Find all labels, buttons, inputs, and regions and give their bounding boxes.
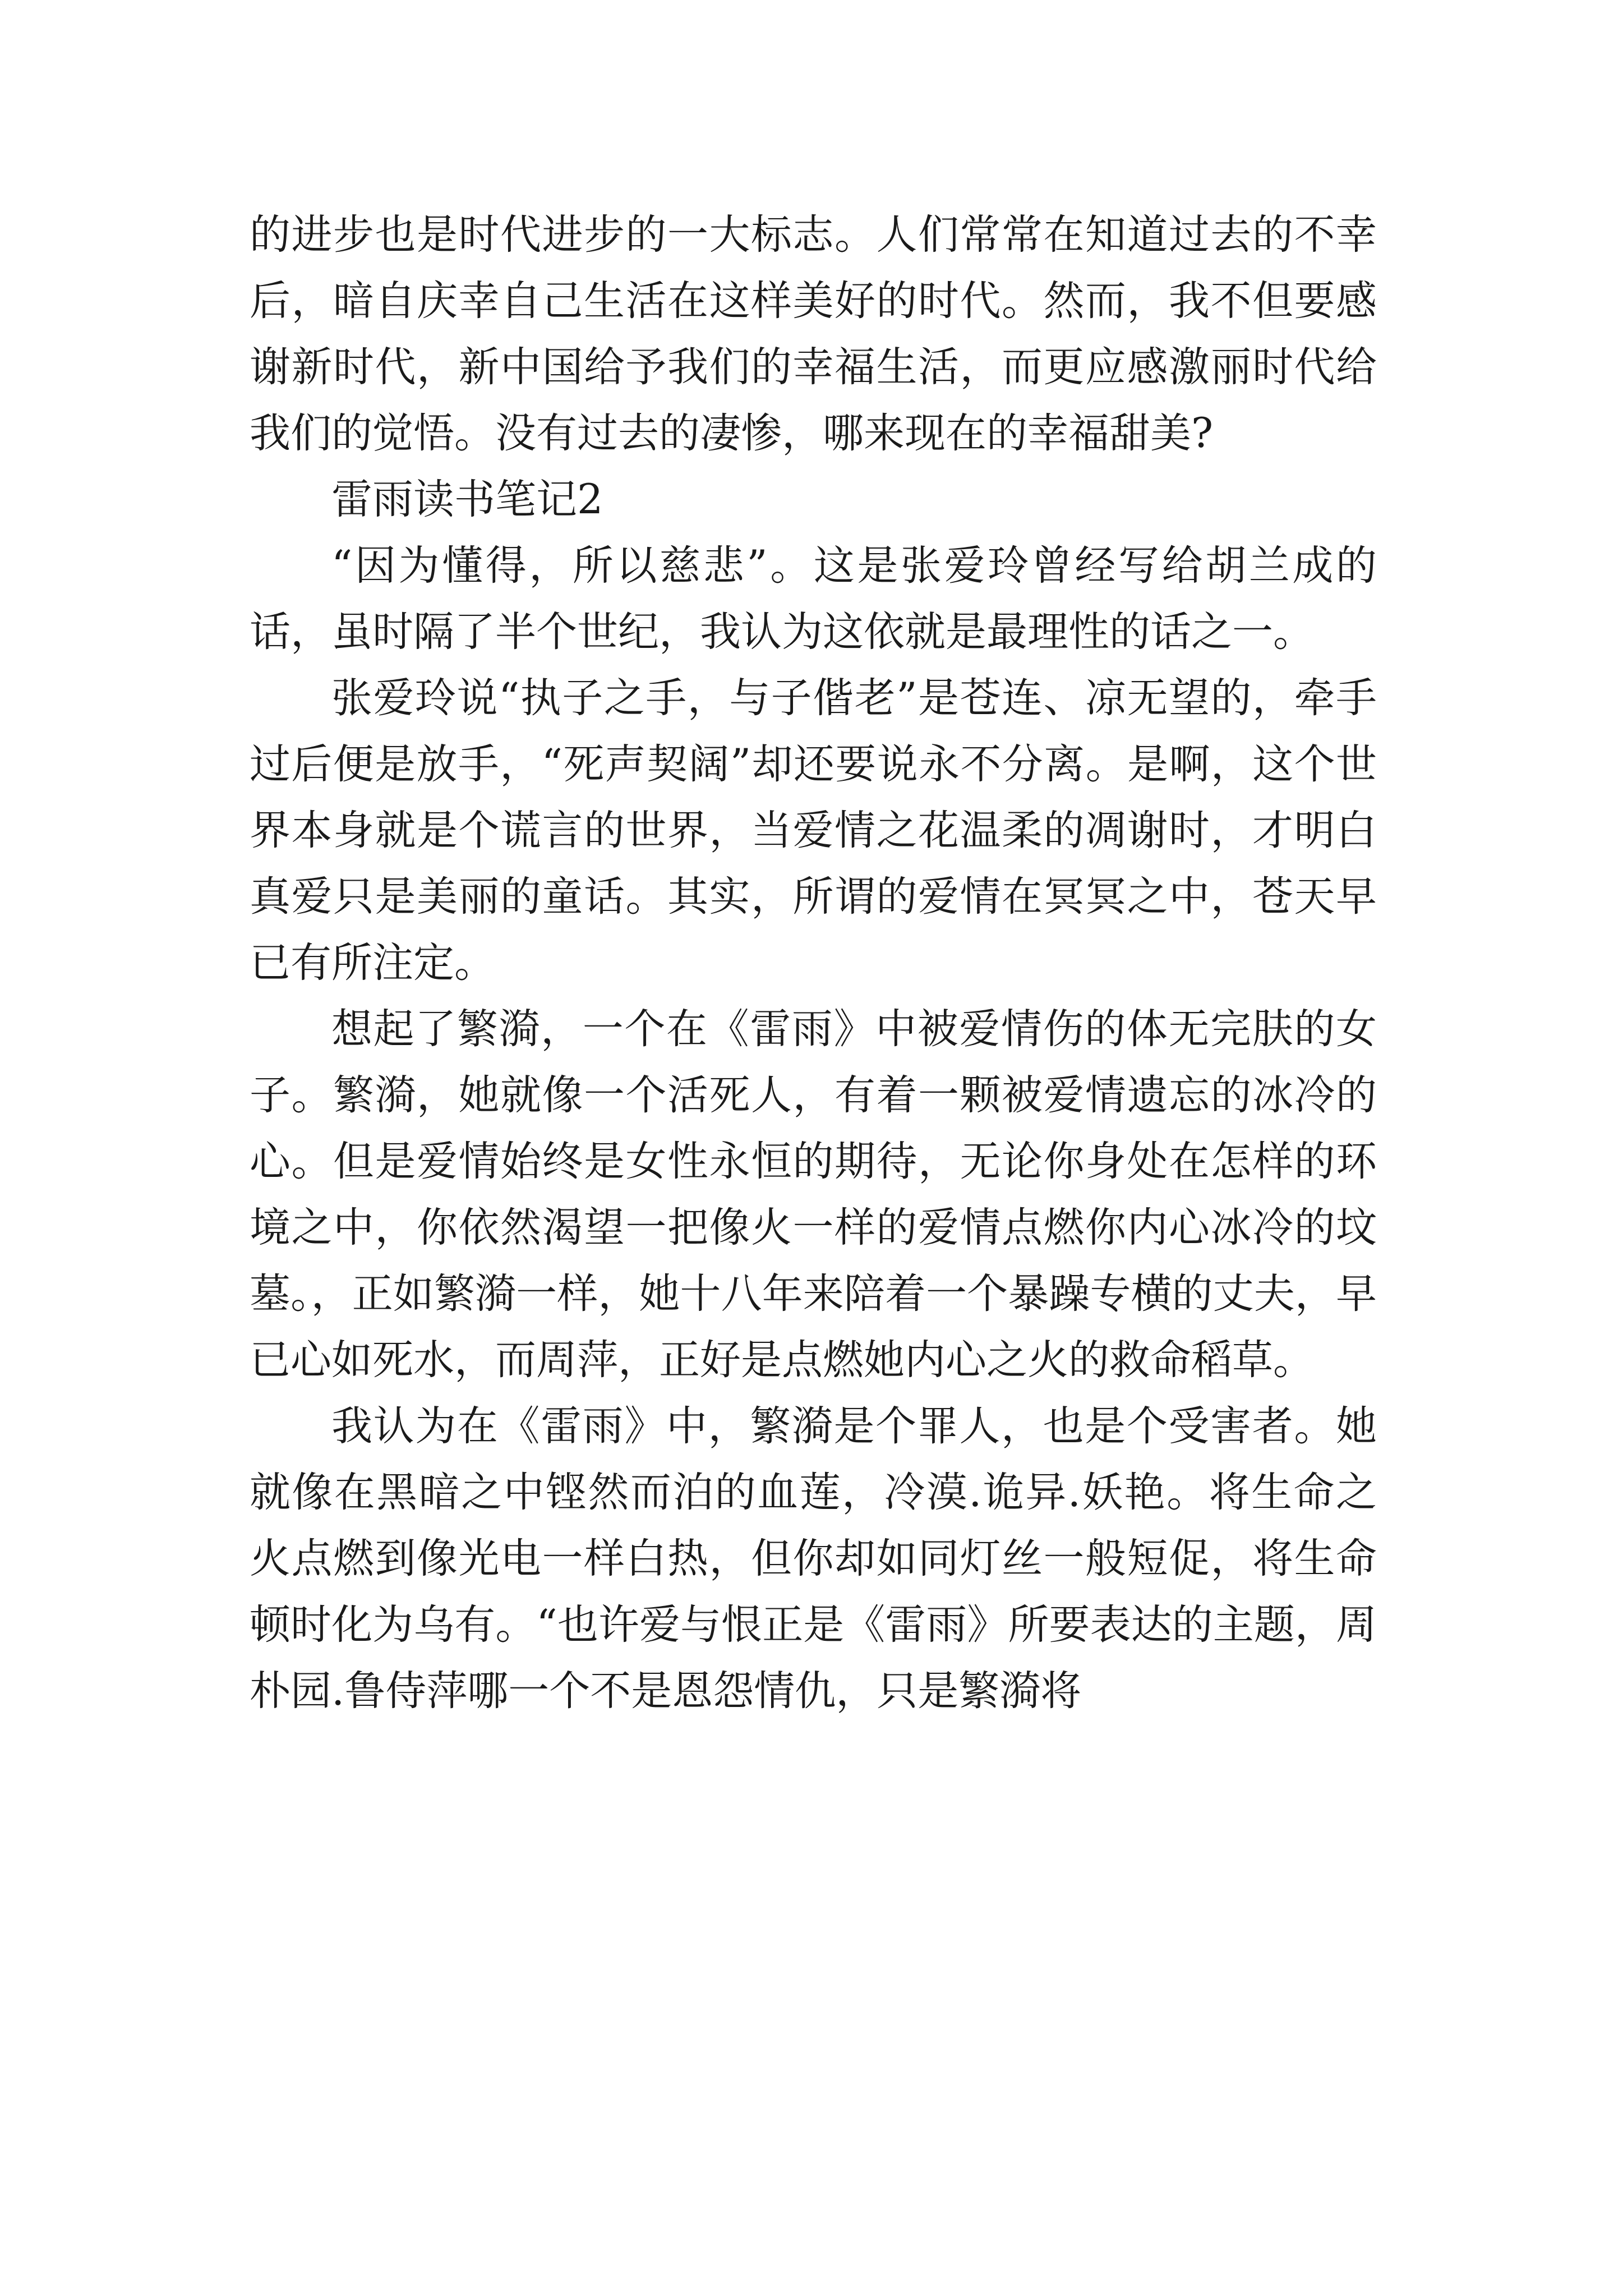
section-heading: 雷雨读书笔记2: [331, 476, 603, 523]
paragraph-fanyi: 想起了繁漪，一个在《雷雨》中被爱情伤的体无完肤的女子。繁漪，她就像一个活死人，有着一颗被爱情遗忘的冰冷的心。但是爱情始终是女性永恒的期待，无论你身处在怎样的环境之中，你依然渴望一把像火一样的爱情点燃你内心冰冷的坟墓。，正如繁漪一样，她十八年来陪着一个暴躁专横的丈夫，早已心如死水，而周萍，正好是点燃她内心之火的救命稻草。: [250, 1005, 1377, 1384]
document-body: [250, 202, 1377, 1724]
paragraph-thunderstorm: 我认为在《雷雨》中，繁漪是个罪人，也是个受害者。她就像在黑暗之中铿然而泊的血莲，冷漠.诡异.妖艳。将生命之火点燃到像光电一样白热，但你却如同灯丝一般短促，将生命顿时化为乌有。“也许爱与恨正是《雷雨》所要表达的主题，周朴园.鲁侍萍哪一个不是恩怨情仇，只是繁漪将: [250, 1402, 1377, 1715]
paragraph-zhang-ailing: 张爱玲说“执子之手，与子偕老”是苍连、凉无望的，牵手过后便是放手，“死声契阔”却还要说永不分离。是啊，这个世界本身就是个谎言的世界，当爱情之花温柔的凋谢时，才明白真爱只是美丽的童话。其实，所谓的爱情在冥冥之中，苍天早已有所注定。: [250, 674, 1377, 987]
paragraph-quote: “因为懂得，所以慈悲”。这是张爱玲曾经写给胡兰成的话，虽时隔了半个世纪，我认为这依就是最理性的话之一。: [250, 542, 1377, 656]
paragraph-continuation: 的进步也是时代进步的一大标志。人们常常在知道过去的不幸后，暗自庆幸自己生活在这样美好的时代。然而，我不但要感谢新时代，新中国给予我们的幸福生活，而更应感激丽时代给我们的觉悟。没有过去的凄惨，哪来现在的幸福甜美?: [250, 211, 1377, 457]
